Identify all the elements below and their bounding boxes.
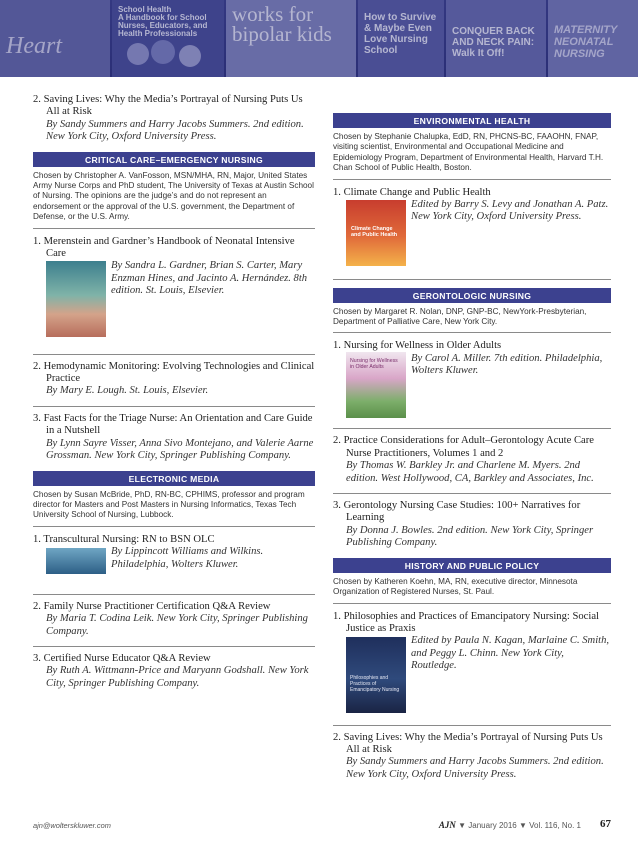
book-meta: By Maria T. Codina Leik. New York City, Springer Publishing Company. xyxy=(46,613,308,637)
book-meta: By Mary E. Lough. St. Louis, Elsevier. xyxy=(46,385,209,397)
book-entry xyxy=(333,500,611,550)
book-title: 2. Hemodynamic Monitoring: Evolving Technologies and Clinical Practice xyxy=(33,360,315,385)
footer-journal-info xyxy=(439,820,581,830)
journal-name: AJN xyxy=(438,820,456,830)
book-entry xyxy=(33,94,315,144)
book-cover-thumbnail xyxy=(346,352,406,418)
page-footer xyxy=(33,817,611,831)
book-cover: MATERNITY NEONATAL NURSING xyxy=(548,0,638,77)
book-cover-thumbnail xyxy=(346,200,406,266)
cover-label: Climate Change and Public Health xyxy=(351,225,398,238)
section-header: ELECTRONIC MEDIA xyxy=(33,471,315,486)
book-title: 2. Saving Lives: Why the Media’s Portrayal of Nursing Puts Us All at Risk xyxy=(33,94,303,118)
book-meta: By Lynn Sayre Visser, Anna Sivo Montejano, and Valerie Aarne Grossman. New York City, Springer Publishing Company. xyxy=(46,437,314,462)
section-header: HISTORY AND PUBLIC POLICY xyxy=(333,558,611,573)
divider xyxy=(333,725,611,726)
book-title: 1. Merenstein and Gardner’s Handbook of Neonatal Intensive Care xyxy=(33,235,295,260)
book-title: 3. Fast Facts for the Triage Nurse: An Orientation and Care Guide in a Nutshell xyxy=(33,412,313,437)
book-meta: By Sandra L. Gardner, Brian S. Carter, Mary Enzman Hines, and Jacinto A. Hernández. 8th edition. St. Louis, Elsevier. xyxy=(111,260,308,297)
judge-note: Chosen by Katheren Koehn, MA, RN, executive director, Minnesota Organization of Registered Nurses, St. Paul. xyxy=(333,576,578,597)
book-title: 2. Saving Lives: Why the Media’s Portrayal of Nursing Puts Us All at Risk xyxy=(333,731,603,755)
book-entry xyxy=(33,236,315,346)
book-entry xyxy=(33,534,315,586)
book-cover-thumbnail xyxy=(346,637,406,713)
divider xyxy=(333,332,611,333)
book-title: 1. Philosophies and Practices of Emancipatory Nursing: Social Justice as Praxis xyxy=(333,610,599,634)
book-title: 2. Practice Considerations for Adult–Gerontology Acute Care Nurse Practitioners, Volumes 1 and 2 xyxy=(333,435,594,459)
judge-note: Chosen by Susan McBride, PhD, RN-BC, CPHIMS, professor and program director for Masters and Post Masters in Nursing Informatics, Texas Tech University School of Nursing, Lubbock. xyxy=(33,489,305,520)
book-entry xyxy=(33,361,315,398)
divider xyxy=(33,526,315,527)
footer-email-link[interactable]: ajn@wolterskluwer.com xyxy=(33,821,111,830)
book-title: 3. Certified Nurse Educator Q&A Review xyxy=(33,652,211,664)
page-number: 67 xyxy=(600,818,611,830)
book-title: 1. Transcultural Nursing: RN to BSN OLC xyxy=(33,533,215,545)
divider xyxy=(333,279,611,280)
book-meta: By Lippincott Williams and Wilkins. Philadelphia, Wolters Kluwer. xyxy=(111,546,264,570)
issue-info: ▼ January 2016 ▼ Vol. 116, No. 1 xyxy=(455,821,581,830)
book-meta: By Ruth A. Wittmann-Price and Maryann Godshall. New York City, Springer Publishing Company. xyxy=(46,665,309,689)
book-cover: Heart xyxy=(0,0,110,77)
book-meta: By Donna J. Bowles. 2nd edition. New York City, Springer Publishing Company. xyxy=(346,524,594,549)
divider xyxy=(333,493,611,494)
book-meta: By Thomas W. Barkley Jr. and Charlene M. Myers. 2nd edition. West Hollywood, CA, Barkley and Associates, Inc. xyxy=(346,460,594,484)
book-entry xyxy=(333,187,611,271)
divider xyxy=(33,228,315,229)
book-title: 2. Family Nurse Practitioner Certification Q&A Review xyxy=(33,600,271,612)
section-header: ENVIRONMENTAL HEALTH xyxy=(333,113,611,128)
book-cover: works for bipolar kids xyxy=(226,0,356,77)
book-meta: Edited by Barry S. Levy and Jonathan A. Patz. New York City, Oxford University Press. xyxy=(411,199,609,223)
divider xyxy=(333,179,611,180)
right-column xyxy=(333,113,611,789)
section-header: GERONTOLOGIC NURSING xyxy=(333,288,611,303)
hands-illustration-icon xyxy=(118,34,218,74)
judge-note: Chosen by Margaret R. Nolan, DNP, GNP-BC, NewYork-Presbyterian, Department of Palliative Care, New York City. xyxy=(333,306,587,327)
divider xyxy=(33,646,315,647)
book-entry xyxy=(333,340,611,420)
book-meta: By Sandy Summers and Harry Jacobs Summers. 2nd edition. New York City, Oxford University Press. xyxy=(346,756,604,780)
book-cover: School Health A Handbook for School Nurses, Educators, and Health Professionals xyxy=(112,0,224,77)
book-entry xyxy=(333,435,611,485)
book-entry xyxy=(33,601,315,638)
divider xyxy=(333,603,611,604)
divider xyxy=(33,594,315,595)
section-header: CRITICAL CARE–EMERGENCY NURSING xyxy=(33,152,315,167)
cover-label: Nursing for Wellness in Older Adults xyxy=(350,358,398,371)
cover-label: Philosophies and Practices of Emancipatory Nursing xyxy=(350,674,400,693)
book-cover: How to Survive & Maybe Even Love Nursing School xyxy=(358,0,444,77)
book-cover-thumbnail xyxy=(46,261,106,337)
book-title: 3. Gerontology Nursing Case Studies: 100+ Narratives for Learning xyxy=(333,500,581,524)
judge-note: Chosen by Christopher A. VanFosson, MSN/MHA, RN, Major, United States Army Nurse Corps and PhD student, The University of Texas at Austin School of Nursing. The opinions are the judge’s and do not represent an endorsement or the approval of the U.S. government, the Department of Defense, or the U.S. Army. xyxy=(33,170,314,222)
divider xyxy=(33,354,315,355)
book-covers-banner xyxy=(0,0,638,77)
book-meta: Edited by Paula N. Kagan, Marlaine C. Smith, and Peggy L. Chinn. New York City, Routledge. xyxy=(411,635,610,672)
book-meta: By Sandy Summers and Harry Jacobs Summers. 2nd edition. New York City, Oxford University Press. xyxy=(46,118,304,143)
book-entry xyxy=(33,413,315,463)
book-meta: By Carol A. Miller. 7th edition. Philadelphia, Wolters Kluwer. xyxy=(411,352,603,377)
left-column xyxy=(33,94,315,698)
book-title: 1. Climate Change and Public Health xyxy=(333,186,491,198)
book-cover-thumbnail xyxy=(46,548,106,574)
book-title: 1. Nursing for Wellness in Older Adults xyxy=(333,340,502,352)
judge-note: Chosen by Stephanie Chalupka, EdD, RN, PHCNS-BC, FAAOHN, FNAP, visiting scientist, Environmental and Occupational Medicine and Epidemiology Program, Department of Environmental Health, Harvard T.H. Chan School of Public Health, Boston. xyxy=(333,132,604,173)
divider xyxy=(33,406,315,407)
book-entry xyxy=(333,732,611,782)
book-cover: CONQUER BACK AND NECK PAIN: Walk It Off! xyxy=(446,0,546,77)
divider xyxy=(333,428,611,429)
book-entry xyxy=(333,611,611,717)
book-entry xyxy=(33,653,315,690)
